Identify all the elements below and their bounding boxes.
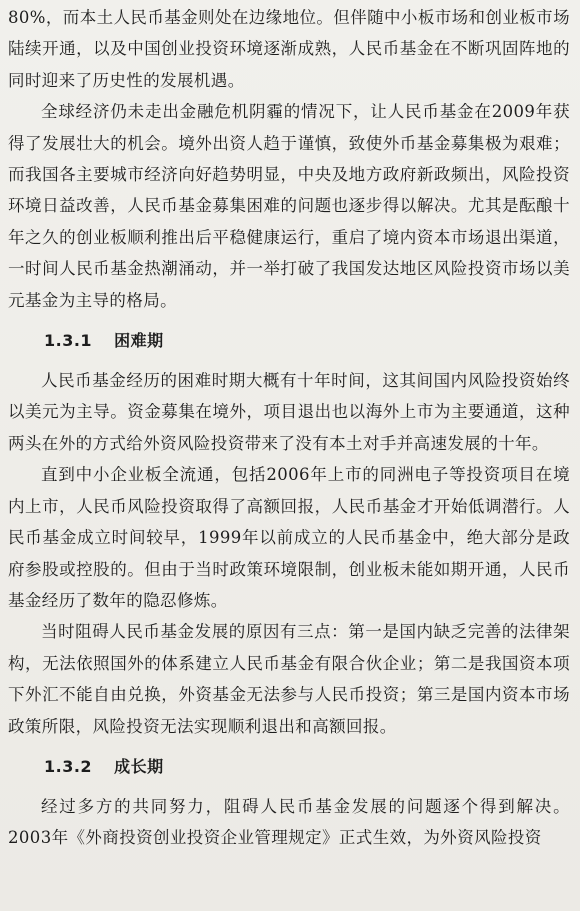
section-number: 1.3.1 [44, 331, 93, 351]
paragraph-intro-continued: 80%，而本土人民币基金则处在边缘地位。但伴随中小板市场和创业板市场陆续开通，以及中国创业投资环境逐渐成熟，人民币基金在不断巩固阵地的同时迎来了历史性的发展机遇。 [8, 8, 570, 90]
section-title: 困难期 [114, 331, 164, 351]
paragraph-2009-opportunity: 全球经济仍未走出金融危机阴霾的情况下，让人民币基金在2009年获得了发展壮大的机会。境外出资人趋于谨慎，致使外币基金募集极为艰难；而我国各主要城市经济向好趋势明显，中央及地方政府新政频出，风险投资环境日益改善，人民币基金募集困难的问题也逐步得以解决。尤其是酝酿十年之久的创业板顺利推出后平稳健康运行，重启了境内资本市场退出渠道，一时间人民币基金热潮涌动，并一举打破了我国发达地区风险投资市场以美元基金为主导的格局。 [8, 102, 570, 310]
section-heading-growth-period [44, 756, 570, 778]
section-heading-difficult-period [44, 330, 570, 352]
paragraph-sme-board: 直到中小企业板全流通，包括2006年上市的同洲电子等投资项目在境内上市，人民币风险投资取得了高额回报，人民币基金才开始低调潜行。人民币基金成立时间较早，1999年以前成立的人民币基金中，绝大部分是政府参股或控股的。但由于当时政策环境限制，创业板未能如期开通，人民币基金经历了数年的隐忍修炼。 [8, 465, 570, 610]
section-title: 成长期 [114, 756, 164, 776]
paragraph-three-obstacles: 当时阻碍人民币基金发展的原因有三点：第一是国内缺乏完善的法律架构，无法依照国外的体系建立人民币基金有限合伙企业；第二是我国资本项下外汇不能自由兑换，外资基金无法参与人民币投资；第三是国内资本市场政策所限，风险投资无法实现顺利退出和高额回报。 [8, 622, 570, 736]
paragraph-difficult-decade: 人民币基金经历的困难时期大概有十年时间，这其间国内风险投资始终以美元为主导。资金募集在境外，项目退出也以海外上市为主要通道，这种两头在外的方式给外资风险投资带来了没有本土对手并高速发展的十年。 [8, 371, 570, 453]
paragraph-growth-start: 经过多方的共同努力，阻碍人民币基金发展的问题逐个得到解决。2003年《外商投资创业投资企业管理规定》正式生效，为外资风险投资 [8, 796, 570, 848]
section-number: 1.3.2 [44, 756, 93, 776]
